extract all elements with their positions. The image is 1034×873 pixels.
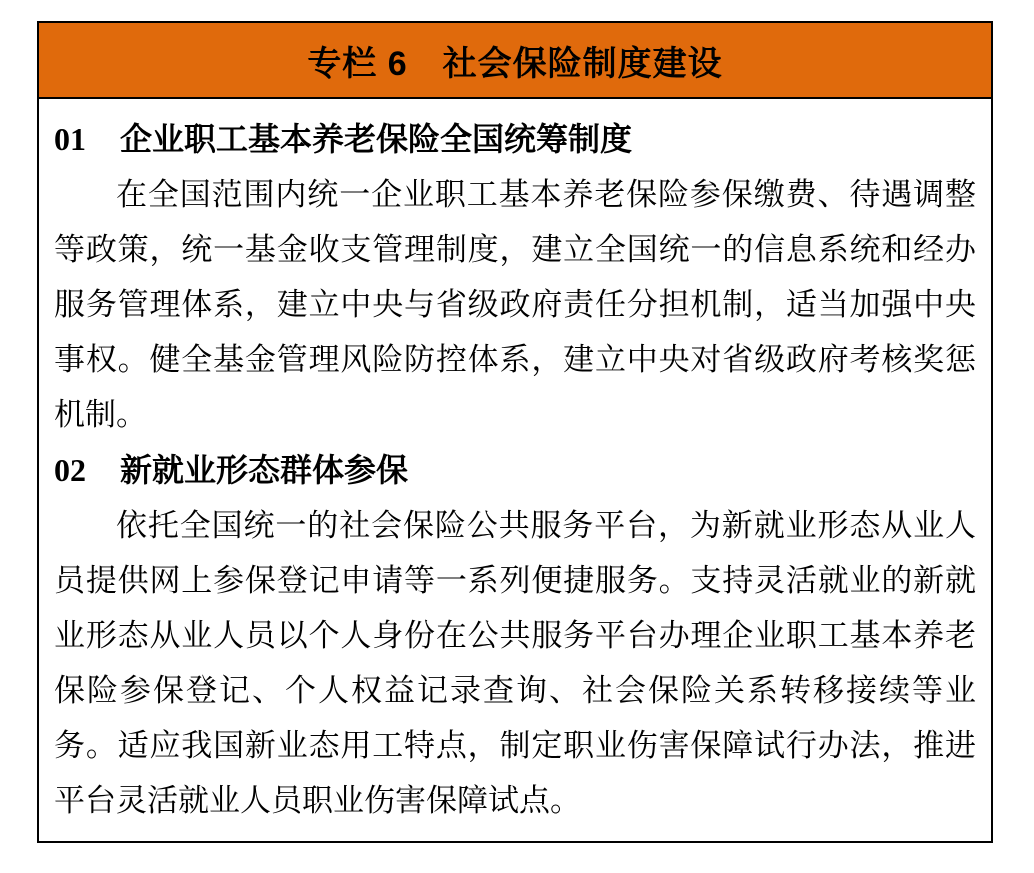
panel-body [39, 99, 991, 838]
section-01-number: 01 [54, 121, 86, 157]
section-01-title: 企业职工基本养老保险全国统筹制度 [120, 121, 633, 157]
section-02-number: 02 [54, 452, 86, 488]
section-02-title: 新就业形态群体参保 [120, 452, 409, 488]
panel-title: 专栏 6 社会保险制度建设 [307, 44, 723, 83]
section-02-heading-row [54, 442, 976, 498]
section-02-body-text: 依托全国统一的社会保险公共服务平台，为新就业形态从业人员提供网上参保登记申请等一系列便捷服务。支持灵活就业的新就业形态从业人员以个人身份在公共服务平台办理企业职工基本养老保险参保登记、个人权益记录查询、社会保险关系转移接续等业务。适应我国新业态用工特点，制定职业伤害保障试行办法，推进平台灵活就业人员职业伤害保障试点。 [54, 508, 976, 818]
column-box-panel [37, 21, 993, 843]
section-02 [54, 442, 976, 828]
section-01-heading-row [54, 111, 976, 167]
section-01 [54, 111, 976, 442]
panel-header [39, 23, 991, 99]
section-01-body-text: 在全国范围内统一企业职工基本养老保险参保缴费、待遇调整等政策，统一基金收支管理制度，建立全国统一的信息系统和经办服务管理体系，建立中央与省级政府责任分担机制，适当加强中央事权。健全基金管理风险防控体系，建立中央对省级政府考核奖惩机制。 [54, 177, 976, 432]
